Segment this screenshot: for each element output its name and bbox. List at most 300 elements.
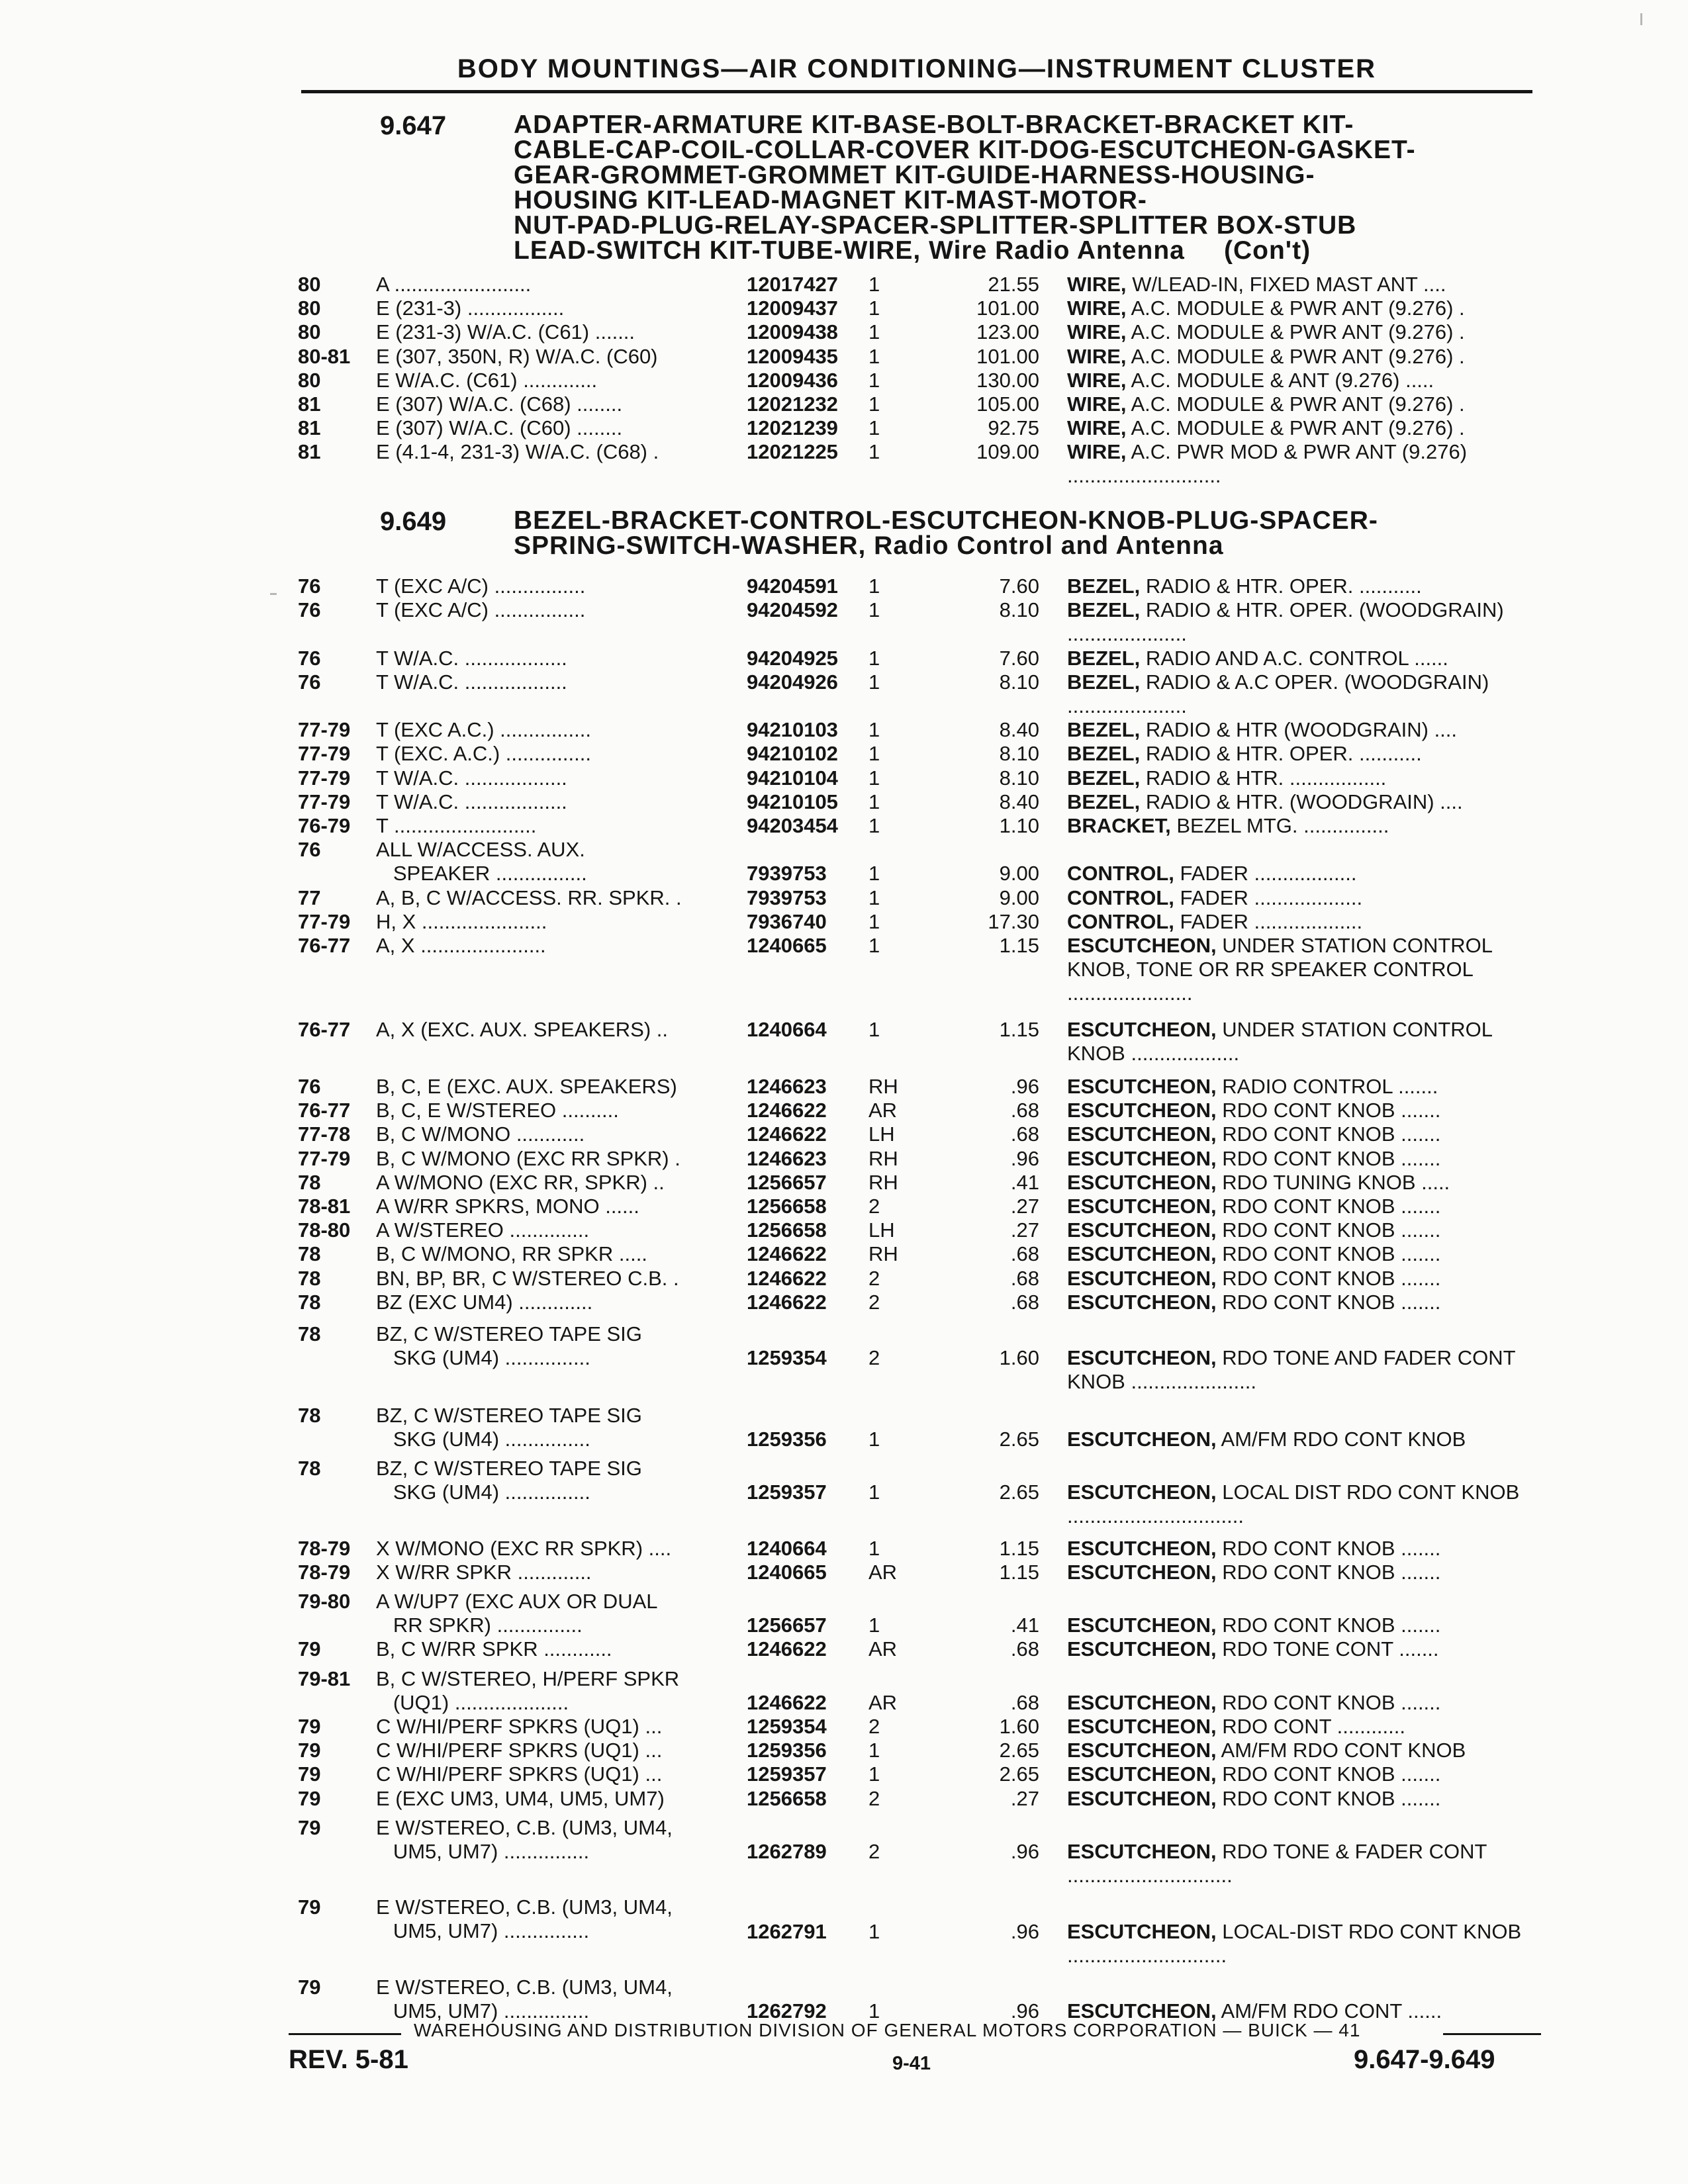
part-name: ESCUTCHEON,	[1067, 1762, 1217, 1786]
model-year: 77	[298, 886, 321, 909]
part-number: 1256658	[747, 1786, 827, 1810]
part-number: 1259357	[747, 1480, 827, 1504]
part-number: 12021239	[747, 416, 838, 440]
price: 2.65	[999, 1427, 1039, 1451]
part-number: 1246623	[747, 1075, 827, 1098]
model-year: 76	[298, 574, 321, 598]
model-cell	[376, 1667, 733, 1715]
section-title	[514, 508, 1546, 559]
description-cell	[1067, 1267, 1544, 1291]
part-description: BEZEL MTG. ...............	[1176, 814, 1389, 837]
part-number: 94210102	[747, 742, 838, 766]
price: .68	[1010, 1637, 1039, 1661]
model-year: 78	[298, 1266, 321, 1290]
part-number: 94210103	[747, 718, 838, 742]
part-description: A.C. MODULE & ANT (9.276) .....	[1131, 368, 1434, 392]
part-number: 12021232	[747, 392, 838, 416]
part-number: 1259356	[747, 1427, 827, 1451]
model-cell	[376, 369, 733, 392]
price: .68	[1010, 1242, 1039, 1266]
model-year: 77-78	[298, 1122, 351, 1146]
part-number: 1262791	[747, 1919, 827, 1943]
description-cell	[1067, 814, 1544, 838]
model-cell	[376, 1404, 733, 1451]
part-description: RDO TONE & FADER CONT .............................	[1067, 1839, 1487, 1887]
model-year: 78-79	[298, 1560, 351, 1584]
model-cell	[376, 416, 733, 440]
part-description: UNDER STATION CONTROL KNOB ...................	[1067, 1017, 1492, 1065]
description-cell	[1067, 886, 1544, 910]
price: .68	[1010, 1122, 1039, 1146]
price: 109.00	[976, 440, 1039, 464]
description-cell	[1067, 1561, 1544, 1584]
part-description: RADIO & HTR (WOODGRAIN) ....	[1145, 718, 1458, 742]
part-number: 94204925	[747, 646, 838, 670]
page-title: BODY MOUNTINGS—AIR CONDITIONING—INSTRUMENT CLUSTER	[457, 54, 1377, 83]
model-text: UM5, UM7) ...............	[376, 1919, 590, 1943]
description-cell	[1067, 369, 1544, 392]
model-year: 78	[298, 1322, 321, 1345]
model-cell	[376, 790, 733, 814]
footer-rule	[1443, 2033, 1541, 2035]
description-cell	[1067, 790, 1544, 814]
part-name: BEZEL,	[1067, 718, 1141, 742]
part-name: ESCUTCHEON,	[1067, 1218, 1217, 1242]
model-year: 80	[298, 320, 321, 344]
part-name: ESCUTCHEON,	[1067, 1839, 1217, 1863]
model-cell	[376, 273, 733, 296]
part-name: BEZEL,	[1067, 574, 1141, 598]
part-name: ESCUTCHEON,	[1067, 1242, 1217, 1266]
description-cell	[1067, 934, 1544, 1005]
part-name: ESCUTCHEON,	[1067, 1170, 1217, 1194]
model-text: UM5, UM7) ...............	[376, 1999, 590, 2023]
model-text: A, X ......................	[376, 934, 546, 957]
price: .68	[1010, 1690, 1039, 1714]
description-cell	[1067, 416, 1544, 440]
model-text: E (307, 350N, R) W/A.C. (C60)	[376, 344, 658, 368]
part-description: LOCAL DIST RDO CONT KNOB ...............................	[1067, 1480, 1520, 1528]
model-year: 77-79	[298, 742, 351, 766]
price: 130.00	[976, 368, 1039, 392]
part-name: ESCUTCHEON,	[1067, 1122, 1217, 1146]
quantity: RH	[868, 1242, 898, 1266]
part-number: 7936740	[747, 909, 827, 933]
part-description: RDO TONE CONT .......	[1222, 1637, 1439, 1661]
model-text: E (231-3) .................	[376, 296, 565, 320]
model-year: 79-81	[298, 1666, 351, 1690]
price: 101.00	[976, 296, 1039, 320]
price: 8.40	[999, 718, 1039, 742]
description-cell	[1067, 598, 1544, 646]
footer-section-range: 9.647-9.649	[1354, 2045, 1495, 2074]
model-text: B, C W/MONO, RR SPKR .....	[376, 1242, 647, 1266]
part-name: ESCUTCHEON,	[1067, 1715, 1217, 1738]
model-year: 80	[298, 368, 321, 392]
model-cell	[376, 1291, 733, 1314]
quantity: 1	[868, 574, 880, 598]
model-text: (UQ1) ....................	[376, 1690, 569, 1714]
part-number: 94204591	[747, 574, 838, 598]
model-year: 78-80	[298, 1218, 351, 1242]
description-cell	[1067, 1715, 1544, 1739]
quantity: 2	[868, 1290, 880, 1314]
part-description: AM/FM RDO CONT KNOB	[1221, 1739, 1466, 1762]
model-year: 76-77	[298, 1099, 351, 1122]
part-name: ESCUTCHEON,	[1067, 1346, 1217, 1370]
model-year: 76	[298, 646, 321, 670]
quantity: 1	[868, 909, 880, 933]
quantity: 1	[868, 886, 880, 909]
part-description: RDO CONT KNOB .......	[1222, 1786, 1441, 1810]
model-text: B, C, E (EXC. AUX. SPEAKERS)	[376, 1075, 677, 1098]
part-name: ESCUTCHEON,	[1067, 1739, 1217, 1762]
model-cell	[376, 1537, 733, 1561]
model-text: B, C W/STEREO, H/PERF SPKR	[376, 1666, 680, 1690]
model-cell	[376, 1561, 733, 1584]
quantity: 2	[868, 1195, 880, 1218]
model-cell	[376, 1816, 733, 1864]
part-number: 1262789	[747, 1839, 827, 1863]
quantity: 1	[868, 1919, 880, 1943]
part-number: 1256658	[747, 1195, 827, 1218]
description-cell	[1067, 1920, 1544, 1968]
description-cell	[1067, 1122, 1544, 1146]
price: 105.00	[976, 392, 1039, 416]
footer-revision: REV. 5-81	[289, 2045, 408, 2074]
model-year: 80	[298, 273, 321, 296]
part-number: 1240665	[747, 934, 827, 957]
description-cell	[1067, 1242, 1544, 1266]
price: .27	[1010, 1218, 1039, 1242]
part-number: 94210104	[747, 766, 838, 790]
model-text: BZ, C W/STEREO TAPE SIG	[376, 1403, 642, 1427]
model-cell	[376, 838, 733, 886]
price: 8.10	[999, 766, 1039, 790]
quantity: 1	[868, 440, 880, 464]
model-year: 79	[298, 1895, 321, 1919]
quantity: 1	[868, 862, 880, 886]
model-text: SKG (UM4) ...............	[376, 1346, 590, 1369]
model-year: 79	[298, 1739, 321, 1762]
price: .68	[1010, 1290, 1039, 1314]
part-number: 12009438	[747, 320, 838, 344]
model-year: 78	[298, 1290, 321, 1314]
part-description: RADIO & HTR. .................	[1145, 766, 1387, 790]
model-text: E (231-3) W/A.C. (C61) .......	[376, 320, 635, 344]
part-description: RDO CONT KNOB .......	[1222, 1218, 1441, 1242]
model-text: E W/STEREO, C.B. (UM3, UM4,	[376, 1815, 673, 1839]
section-title-line: CABLE-CAP-COIL-COLLAR-COVER KIT-DOG-ESCUTCHEON-GASKET-	[514, 136, 1416, 164]
section-title-line: NUT-PAD-PLUG-RELAY-SPACER-SPLITTER-SPLITTER BOX-STUB	[514, 211, 1357, 240]
part-description: AM/FM RDO CONT ......	[1221, 1999, 1442, 2023]
price: 2.65	[999, 1739, 1039, 1762]
description-cell	[1067, 1739, 1544, 1762]
model-text: C W/HI/PERF SPKRS (UQ1) ...	[376, 1739, 663, 1762]
quantity: 2	[868, 1839, 880, 1863]
quantity: AR	[868, 1690, 898, 1714]
quantity: 1	[868, 1739, 880, 1762]
description-cell	[1067, 1075, 1544, 1099]
model-text: E (307) W/A.C. (C60) ........	[376, 416, 623, 440]
model-year: 76-79	[298, 814, 351, 837]
part-name: BEZEL,	[1067, 598, 1141, 622]
part-name: CONTROL,	[1067, 862, 1174, 886]
model-cell	[376, 1171, 733, 1195]
price: 1.60	[999, 1346, 1039, 1370]
model-year: 78-79	[298, 1536, 351, 1560]
part-description: A.C. MODULE & PWR ANT (9.276) .	[1131, 344, 1465, 368]
model-text: B, C, E W/STEREO ..........	[376, 1099, 619, 1122]
model-cell	[376, 670, 733, 694]
model-year: 77-79	[298, 790, 351, 813]
quantity: 1	[868, 670, 880, 694]
description-cell	[1067, 742, 1544, 766]
price: 9.00	[999, 886, 1039, 909]
description-cell	[1067, 1691, 1544, 1715]
part-number: 94204592	[747, 598, 838, 622]
part-number: 7939753	[747, 886, 827, 909]
price: 8.40	[999, 790, 1039, 813]
quantity: 1	[868, 1017, 880, 1041]
model-cell	[376, 910, 733, 934]
model-cell	[376, 1122, 733, 1146]
part-name: ESCUTCHEON,	[1067, 1195, 1217, 1218]
price: .96	[1010, 1839, 1039, 1863]
price: .41	[1010, 1614, 1039, 1637]
part-description: RADIO & HTR. OPER. ...........	[1145, 574, 1422, 598]
description-cell	[1067, 910, 1544, 934]
quantity: 1	[868, 416, 880, 440]
part-description: FADER ...................	[1180, 886, 1363, 909]
model-text: E (4.1-4, 231-3) W/A.C. (C68) .	[376, 440, 659, 464]
model-cell	[376, 886, 733, 910]
model-cell	[376, 742, 733, 766]
part-name: WIRE,	[1067, 296, 1127, 320]
model-cell	[376, 1976, 733, 2023]
model-cell	[376, 934, 733, 958]
description-cell	[1067, 670, 1544, 718]
price: .27	[1010, 1195, 1039, 1218]
model-text: E W/A.C. (C61) .............	[376, 368, 598, 392]
description-cell	[1067, 718, 1544, 742]
section-title-line: ADAPTER-ARMATURE KIT-BASE-BOLT-BRACKET-BRACKET KIT-	[514, 111, 1354, 139]
part-description: FADER ...................	[1180, 909, 1363, 933]
model-text: E W/STEREO, C.B. (UM3, UM4,	[376, 1976, 673, 1999]
part-description: RDO CONT KNOB .......	[1222, 1242, 1441, 1266]
model-text: BZ, C W/STEREO TAPE SIG	[376, 1322, 642, 1345]
model-text: B, C W/MONO ............	[376, 1122, 585, 1146]
model-year: 76	[298, 598, 321, 622]
part-description: RDO TUNING KNOB .....	[1222, 1170, 1450, 1194]
part-name: ESCUTCHEON,	[1067, 1919, 1217, 1943]
quantity: 1	[868, 742, 880, 766]
part-description: RDO TONE AND FADER CONT KNOB ......................	[1067, 1346, 1515, 1394]
price: .68	[1010, 1266, 1039, 1290]
model-cell	[376, 1195, 733, 1218]
part-description: RDO CONT KNOB .......	[1222, 1762, 1441, 1786]
quantity: 1	[868, 392, 880, 416]
description-cell	[1067, 1480, 1544, 1528]
part-number: 94203454	[747, 814, 838, 837]
part-description: RADIO AND A.C. CONTROL ......	[1145, 646, 1448, 670]
part-description: RDO CONT ............	[1222, 1715, 1405, 1738]
part-name: BEZEL,	[1067, 766, 1141, 790]
part-description: RDO CONT KNOB .......	[1222, 1614, 1441, 1637]
model-year: 76	[298, 1075, 321, 1098]
model-text: X W/RR SPKR .............	[376, 1560, 592, 1584]
model-cell	[376, 1762, 733, 1786]
part-description: FADER ..................	[1180, 862, 1357, 886]
part-number: 1246622	[747, 1637, 827, 1661]
model-year: 78-81	[298, 1195, 351, 1218]
part-name: ESCUTCHEON,	[1067, 1290, 1217, 1314]
quantity: AR	[868, 1560, 898, 1584]
part-name: BRACKET,	[1067, 814, 1171, 837]
model-cell	[376, 1739, 733, 1762]
part-description: A.C. MODULE & PWR ANT (9.276) .	[1131, 392, 1465, 416]
price: 2.65	[999, 1480, 1039, 1504]
model-text: A, X (EXC. AUX. SPEAKERS) ..	[376, 1017, 669, 1041]
quantity: 1	[868, 1614, 880, 1637]
part-description: RDO CONT KNOB .......	[1222, 1560, 1441, 1584]
model-text: BZ (EXC UM4) .............	[376, 1290, 593, 1314]
price: 1.15	[999, 934, 1039, 957]
model-year: 79	[298, 1762, 321, 1786]
model-year: 80	[298, 296, 321, 320]
part-description: RADIO & HTR. (WOODGRAIN) ....	[1145, 790, 1463, 813]
section-number: 9.647	[380, 111, 447, 140]
model-text: A W/STEREO ..............	[376, 1218, 590, 1242]
model-cell	[376, 718, 733, 742]
part-number: 1246622	[747, 1122, 827, 1146]
model-text: A ........................	[376, 273, 532, 296]
section-title-line: BEZEL-BRACKET-CONTROL-ESCUTCHEON-KNOB-PLUG-SPACER-	[514, 506, 1378, 535]
model-cell	[376, 392, 733, 416]
price: 8.10	[999, 742, 1039, 766]
model-year: 80-81	[298, 344, 351, 368]
model-text: T W/A.C. ..................	[376, 790, 567, 813]
model-year: 78	[298, 1403, 321, 1427]
model-text: C W/HI/PERF SPKRS (UQ1) ...	[376, 1762, 663, 1786]
part-description: RDO CONT KNOB .......	[1222, 1536, 1441, 1560]
part-description: A.C. MODULE & PWR ANT (9.276) .	[1131, 296, 1465, 320]
quantity: 1	[868, 320, 880, 344]
model-cell	[376, 345, 733, 369]
price: 1.60	[999, 1715, 1039, 1738]
quantity: RH	[868, 1170, 898, 1194]
model-text: E (307) W/A.C. (C68) ........	[376, 392, 623, 416]
model-cell	[376, 814, 733, 838]
part-description: UNDER STATION CONTROL KNOB, TONE OR RR SPEAKER CONTROL ......................	[1067, 934, 1492, 1005]
model-text: ALL W/ACCESS. AUX.	[376, 838, 585, 862]
model-cell	[376, 1457, 733, 1504]
model-cell	[376, 1637, 733, 1661]
footer-division: WAREHOUSING AND DISTRIBUTION DIVISION OF GENERAL MOTORS CORPORATION — BUICK — 41	[414, 2020, 1361, 2040]
model-cell	[376, 1590, 733, 1637]
price: 7.60	[999, 574, 1039, 598]
price: 8.10	[999, 670, 1039, 694]
part-description: RADIO & HTR. OPER. ...........	[1145, 742, 1422, 766]
quantity: 1	[868, 814, 880, 837]
model-text: A W/MONO (EXC RR, SPKR) ..	[376, 1170, 665, 1194]
part-description: A.C. MODULE & PWR ANT (9.276) .	[1131, 320, 1465, 344]
model-cell	[376, 1147, 733, 1171]
part-name: BEZEL,	[1067, 646, 1141, 670]
model-text: A, B, C W/ACCESS. RR. SPKR. .	[376, 886, 682, 909]
price: 1.10	[999, 814, 1039, 837]
quantity: 1	[868, 1999, 880, 2023]
quantity: AR	[868, 1099, 898, 1122]
part-number: 1259357	[747, 1762, 827, 1786]
quantity: 2	[868, 1786, 880, 1810]
part-number: 12009435	[747, 344, 838, 368]
part-number: 1256658	[747, 1218, 827, 1242]
description-cell	[1067, 1099, 1544, 1122]
price: .41	[1010, 1170, 1039, 1194]
part-name: ESCUTCHEON,	[1067, 1075, 1217, 1098]
section-title-line: SPRING-SWITCH-WASHER, Radio Control and Antenna	[514, 531, 1224, 560]
model-text: SKG (UM4) ...............	[376, 1480, 590, 1504]
model-text: UM5, UM7) ...............	[376, 1839, 590, 1863]
model-text: H, X ......................	[376, 909, 547, 933]
price: 17.30	[988, 909, 1039, 933]
part-number: 12009436	[747, 368, 838, 392]
section-title-line: GEAR-GROMMET-GROMMET KIT-GUIDE-HARNESS-HOUSING-	[514, 161, 1315, 189]
part-name: CONTROL,	[1067, 886, 1174, 909]
model-text: RR SPKR) ...............	[376, 1614, 583, 1637]
description-cell	[1067, 1840, 1544, 1888]
price: .68	[1010, 1099, 1039, 1122]
model-year: 79	[298, 1786, 321, 1810]
model-year: 78	[298, 1170, 321, 1194]
description-cell	[1067, 862, 1544, 886]
quantity: 1	[868, 718, 880, 742]
part-number: 1246622	[747, 1242, 827, 1266]
model-cell	[376, 320, 733, 344]
part-description: A.C. PWR MOD & PWR ANT (9.276) ...........................	[1067, 440, 1468, 488]
model-text: B, C W/RR SPKR ............	[376, 1637, 612, 1661]
part-name: ESCUTCHEON,	[1067, 1017, 1217, 1041]
quantity: AR	[868, 1637, 898, 1661]
part-description: RDO CONT KNOB .......	[1222, 1122, 1441, 1146]
model-year: 79	[298, 1815, 321, 1839]
quantity: 1	[868, 296, 880, 320]
description-cell	[1067, 296, 1544, 320]
description-cell	[1067, 1218, 1544, 1242]
description-cell	[1067, 440, 1544, 488]
model-text: X W/MONO (EXC RR SPKR) ....	[376, 1536, 672, 1560]
model-cell	[376, 1787, 733, 1811]
part-name: ESCUTCHEON,	[1067, 1614, 1217, 1637]
part-name: ESCUTCHEON,	[1067, 934, 1217, 957]
model-text: T (EXC. A.C.) ...............	[376, 742, 591, 766]
part-name: WIRE,	[1067, 273, 1127, 296]
description-cell	[1067, 647, 1544, 670]
model-cell	[376, 766, 733, 790]
model-text: SPEAKER ................	[376, 862, 587, 886]
quantity: LH	[868, 1122, 895, 1146]
description-cell	[1067, 392, 1544, 416]
footer-page-number: 9-41	[892, 2053, 931, 2074]
model-year: 76	[298, 670, 321, 694]
part-name: CONTROL,	[1067, 909, 1174, 933]
price: 1.15	[999, 1017, 1039, 1041]
price: 7.60	[999, 646, 1039, 670]
part-number: 1256657	[747, 1614, 827, 1637]
part-number: 1246622	[747, 1690, 827, 1714]
model-cell	[376, 1242, 733, 1266]
